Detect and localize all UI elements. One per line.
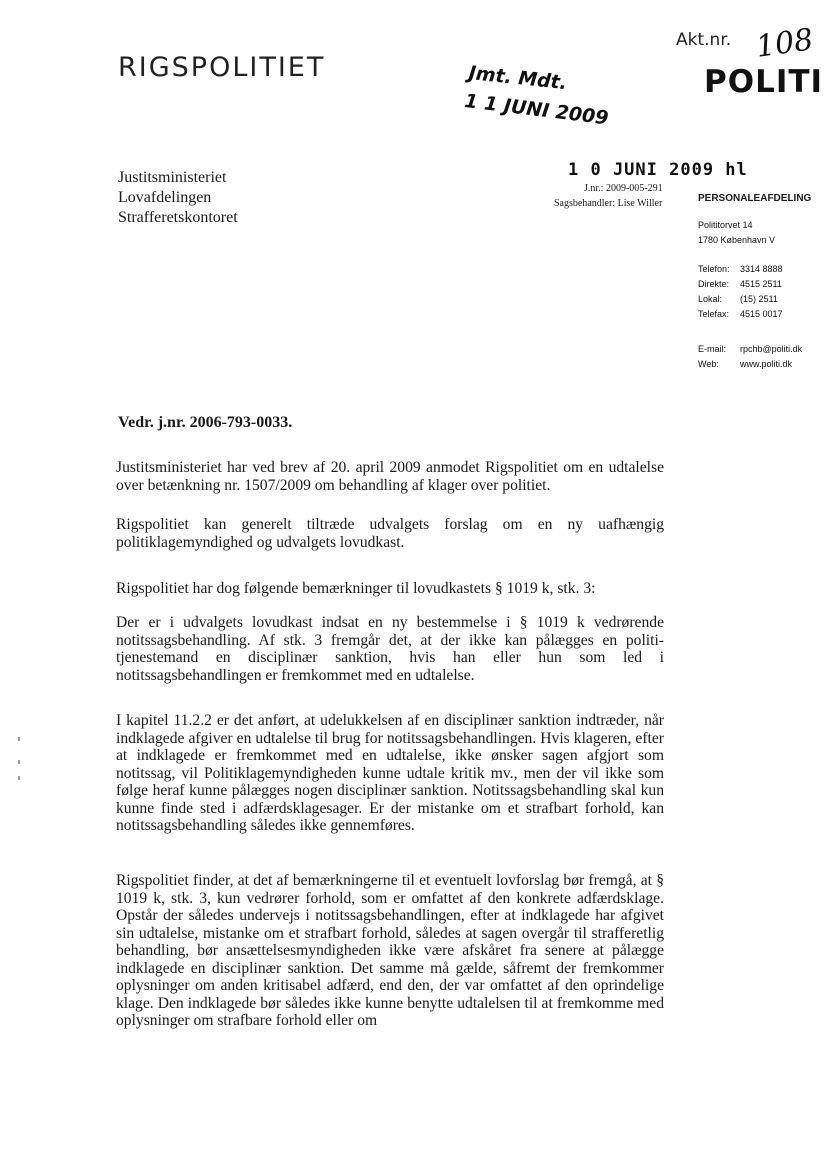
paragraph: Rigspolitiet har dog følgende bemærkninger til lovudkastets § 1019 k, stk. 3: — [116, 580, 596, 597]
contact-list — [698, 264, 783, 324]
recipient-address — [118, 168, 238, 228]
email-link[interactable]: rpchb@politi.dk — [740, 344, 803, 354]
contact-row — [698, 309, 783, 324]
department-name: PERSONALEAFDELING — [698, 193, 812, 204]
politi-logo: POLITI — [704, 64, 824, 100]
contact-label: Web: — [698, 359, 719, 369]
contact-row — [698, 344, 802, 359]
sender-city: 1780 København V — [698, 235, 776, 245]
contact-row — [698, 359, 802, 374]
received-stamp-date: 1 1 JUNI 2009 — [463, 90, 610, 130]
akt-label: Akt.nr. — [676, 30, 732, 50]
organization-name: RIGSPOLITIET — [118, 52, 326, 83]
paragraph: Der er i udvalgets lovudkast indsat en ny bestemmelse i § 1019 k vedrørende notitssagsbehandling. Af stk. 3 fremgår det, at der ikke kan pålægges en polititjenestemand en disciplinær sanktion, hvis han eller hun som led i notitssagsbehandlingen er fremkommet med en udtalelse. — [116, 614, 664, 684]
contact-value: 3314 8888 — [740, 264, 783, 274]
contact-label: Telefon: — [698, 264, 730, 274]
subject-line: Vedr. j.nr. 2006-793-0033. — [118, 414, 293, 431]
contact-value: 4515 2511 — [740, 279, 782, 289]
journal-number: J.nr.: 2009-005-291 — [584, 183, 663, 194]
scan-speck — [18, 776, 20, 780]
paragraph: Justitsministeriet har ved brev af 20. april 2009 anmodet Rigspolitiet om en udtalelse over betænkning nr. 1507/2009 om behandling af klager over politiet. — [116, 459, 664, 494]
contact-row — [698, 294, 783, 309]
contact-label: Direkte: — [698, 279, 730, 289]
online-contact-list — [698, 344, 802, 374]
scan-speck — [18, 760, 20, 764]
paragraph: I kapitel 11.2.2 er det anført, at udelukkelsen af en disciplinær sanktion indtræder, når indklagede afgiver en udtalelse til brug for notitssagsbehandlingen. Hvis klageren, efter at indklagede er fremkommet med en udtalelse, ikke ønsker sagen afgjort som notitssag, vil Politiklagemyndigheden kunne udtale kritik mv., men der vil ikke som følge heraf kunne pålægges nogen disciplinær sanktion. Notitssagsbehandling skal kun kunne finde sted i adfærdsklagesager. Er der mistanke om et strafbart forhold, kan notitssagsbehandling således ikke gennemføres. — [116, 712, 664, 834]
case-officer: Sagsbehandler: Lise Willer — [554, 198, 663, 209]
paragraph: Rigspolitiet finder, at det af bemærkningerne til et eventuelt lovforslag bør fremgå, at § 1019 k, stk. 3, kun vedrører forhold, som er omfattet af den konkrete adfærdsklage. Opstår der således undervejs i notitssagsbehandlingen, efter at indklagede har afgivet sin udtalelse, mistanke om et strafbart forhold, således at sagen overgår til strafferetlig behandling, bør ansættelsesmyndigheden ikke være afskåret fra senere at pålægge indklagede en disciplinær sanktion. Det samme må gælde, såfremt der fremkommer oplysninger om anden kritisabel adfærd, end den, der var omfattet af den oprindelige klage. Den indklagede bør således ikke kunne benytte udtalelsen til at fremkomme med oplysninger om strafbare forhold eller om — [116, 872, 664, 1029]
contact-label: E-mail: — [698, 344, 727, 354]
recipient-line: Lovafdelingen — [118, 189, 212, 206]
recipient-line: Justitsministeriet — [118, 169, 227, 186]
recipient-line: Strafferetskontoret — [118, 209, 238, 226]
date-stamp: 1 0 JUNI 2009 hl — [568, 160, 748, 180]
received-stamp-label: Jmt. Mdt. — [467, 62, 569, 95]
akt-number: 108 — [753, 22, 816, 65]
contact-label: Telefax: — [698, 309, 730, 319]
contact-label: Lokal: — [698, 294, 723, 304]
contact-row — [698, 264, 783, 279]
sender-street: Polititorvet 14 — [698, 220, 753, 230]
contact-row — [698, 279, 783, 294]
website-link[interactable]: www.politi.dk — [740, 359, 793, 369]
scan-speck — [18, 737, 20, 741]
contact-value: (15) 2511 — [740, 294, 778, 304]
paragraph: Rigspolitiet kan generelt tiltræde udvalgets forslag om en ny uafhængig politiklagemyndighed og udvalgets lovudkast. — [116, 516, 664, 551]
contact-value: 4515 0017 — [740, 309, 783, 319]
